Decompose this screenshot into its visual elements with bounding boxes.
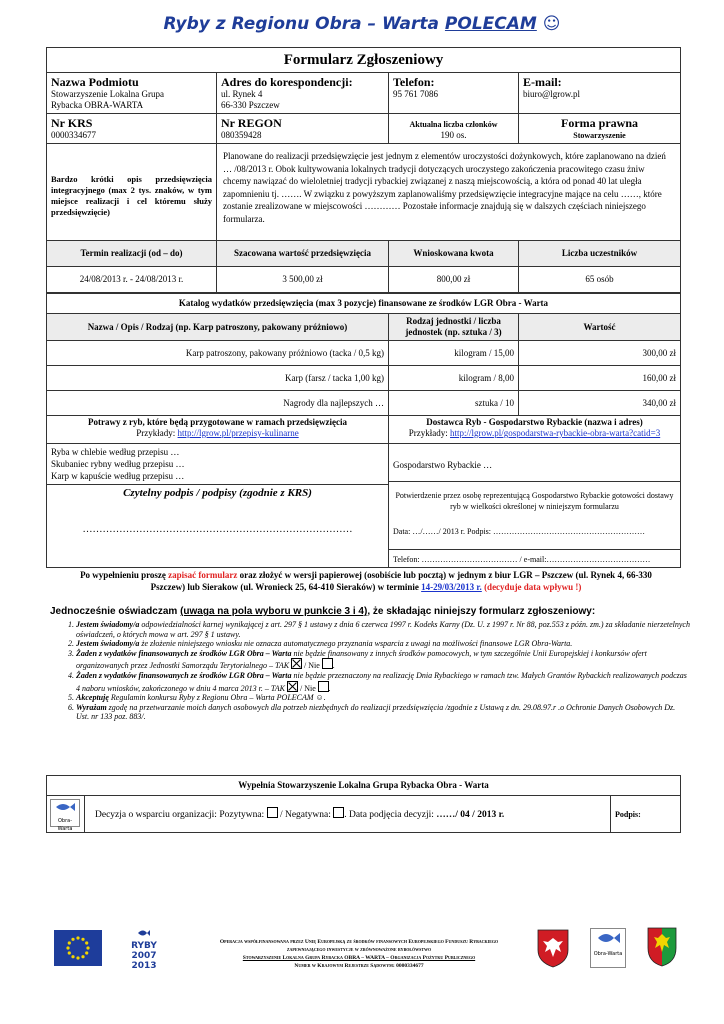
supplier-name[interactable]: Gospodarstwo Rybackie … (393, 460, 493, 470)
supplier-date-signature[interactable]: Data: …/……/ 2013 r. Podpis: ………………………………………………… (393, 527, 645, 536)
expense-name[interactable]: Nagrody dla najlepszych … (47, 391, 389, 416)
decision-date[interactable]: ……/ 04 / 2013 r. (436, 810, 505, 820)
coat-of-arms-wielkopolska (536, 928, 570, 968)
summary-header: Termin realizacji (od – do) (47, 241, 217, 267)
fish-icon (54, 800, 76, 814)
expense-unit[interactable]: sztuka / 10 (389, 391, 519, 416)
dishes-supplier-table (46, 415, 681, 568)
form-heading: Formularz Zgłoszeniowy (47, 48, 681, 73)
signature-line[interactable]: ……………………………………………………………………… (82, 524, 353, 535)
supplier-contact[interactable]: Telefon: ……………………………… / e-mail:………………………………… (389, 549, 680, 567)
catalog-col-name: Nazwa / Opis / Rodzaj (np. Karp patroszony, pakowany próżniowo) (47, 314, 389, 341)
phone-cell: Telefon: 95 761 7086 (389, 73, 519, 114)
shield-icon (646, 926, 678, 968)
eu-stars-icon (54, 930, 102, 966)
list-item[interactable]: Skubaniec rybny według przepisu … (51, 459, 185, 469)
legal-form-cell: Forma prawna Stowarzyszenie (519, 114, 681, 144)
expense-unit[interactable]: kilogram / 8,00 (389, 366, 519, 391)
description-label: Bardzo krótki opis przedsięwzięcia integracyjnego (max 2 tys. znaków, w tym miejsce realizacji i cel któremu służy przedsięwzięcie) (47, 144, 217, 248)
declaration-list (50, 620, 690, 722)
summary-header: Szacowana wartość przedsięwzięcia (217, 241, 389, 267)
save-form-hint: zapisać formularz (168, 570, 238, 580)
list-item[interactable]: Karp w kapuście według przepisu … (51, 471, 185, 481)
yes-checkbox-checked[interactable] (287, 681, 298, 692)
catalog-col-value: Wartość (519, 314, 681, 341)
summary-header: Wnioskowana kwota (389, 241, 519, 267)
catalog-table (46, 293, 681, 416)
no-checkbox[interactable] (322, 658, 333, 669)
entity-cell: Nazwa Podmiotu Stowarzyszenie Lokalna Grupa Rybacka OBRA-WARTA (47, 73, 217, 114)
table-row (47, 391, 681, 416)
no-checkbox[interactable] (318, 681, 329, 692)
list-item: 2. Jestem świadomy/a że złożenie niniejszego wniosku nie oznacza automatycznego przyznania wsparcia z uwagi na możliwości finansowe LGR Obra-Warta. (76, 639, 690, 649)
dishes-header: Potrawy z ryb, które będą przygotowane w ramach przedsięwzięcia Przykłady: http://lgrow.pl/przepisy-kulinarne (47, 416, 389, 444)
members-cell: Aktualna liczba członków 190 os. (389, 114, 519, 144)
expense-unit[interactable]: kilogram / 15,00 (389, 341, 519, 366)
lgr-obra-warta-logo: Obra-Warta (590, 928, 626, 968)
fish-farms-link[interactable]: http://lgrow.pl/gospodarstwa-rybackie-obra-warta?catid=3 (450, 428, 661, 438)
expense-value[interactable]: 340,00 zł (519, 391, 681, 416)
summary-header: Liczba uczestników (519, 241, 681, 267)
list-item: 4. Żaden z wydatków finansowanych ze środków LGR Obra – Warta nie będzie przeznaczony na realizację Dnia Rybackiego w ramach tzw. Małych Grantów Rybackich realizowanych podczas 4 naboru wniosków, zakończonego w dniu 4 marca 2013 r. – TAK / Nie . (76, 671, 690, 693)
estimated-value[interactable]: 3 500,00 zł (217, 267, 389, 293)
office-use-title: Wypełnia Stowarzyszenie Lokalna Grupa Rybacka Obra - Warta (47, 776, 681, 796)
signature-field[interactable]: Podpis: (611, 796, 681, 833)
eu-flag-logo (54, 930, 102, 966)
application-form-table (46, 47, 681, 248)
submission-instructions: Po wypełnieniu proszę zapisać formularz oraz złożyć w wersji papierowej (osobiście lub pocztą) w jednym z biur LGR – Pszczew (ul. Rynek 4, 66-330 Pszczew) lub Sierakow (ul. Wronieck 25, 64-410 Sieraków) w terminie 14-29/03/2013 r. (decyduje data wpływu !) (80, 570, 652, 592)
signature-label: Czytelny podpis / podpisy (zgodnie z KRS) (47, 484, 388, 502)
yes-checkbox-checked[interactable] (291, 658, 302, 669)
list-item: 3. Żaden z wydatków finansowanych ze środków LGR Obra – Warta nie będzie finansowany z innych środków pomocowych, w tym szczególnie Unii Europejskiej i konkursów ofert organizowanych przez Jednostki Samorządu Terytorialnego – TAK / Nie . (76, 649, 690, 671)
list-item: 5. Akceptuję Regulamin konkursu Ryby z Regionu Obra – Warta POLECAM ☺. (76, 693, 690, 703)
positive-checkbox[interactable] (267, 807, 278, 818)
list-item: 6. Wyrażam zgodę na przetwarzanie moich danych osobowych dla potrzeb niezbędnych do realizacji przedsięwzięcia /zgodnie z Ustawą z dn. 29.08.97.r .o Ochronie Danych Osobowych Dz. Ust. nr 133 poz. 883/. (76, 703, 690, 722)
ryby-2007-2013-logo: RYBY 2007 2013 (122, 928, 166, 968)
address-cell: Adres do korespondencji: ul. Rynek 4 66-330 Pszczew (217, 73, 389, 114)
email-cell: E-mail: biuro@lgrow.pl (519, 73, 681, 114)
fish-icon (595, 929, 621, 947)
table-row (47, 366, 681, 391)
negative-checkbox[interactable] (333, 807, 344, 818)
recipes-link[interactable]: http://lgrow.pl/przepisy-kulinarne (177, 428, 299, 438)
footer-text: Operacja współfinansowana przez Unię Europejską ze środków finansowych Europejskiego Funduszu Rybackiego zapewniającego inwestycje w zrównoważone rybołówstwo Stowarzyszenie Lokalna Grupa Rybacka OBRA – WARTA – Organizacja Pożytku Publicznego Numer w Krajowym Rejestrze Sądowym: 0000334677 (219, 939, 499, 969)
supplier-cell (389, 444, 681, 568)
summary-table (46, 240, 681, 293)
eagle-shield-icon (536, 928, 570, 968)
regon-cell: Nr REGON 080359428 (217, 114, 389, 144)
document-title: Ryby z Regionu Obra – Warta POLECAM ☺ (163, 14, 561, 34)
expense-value[interactable]: 160,00 zł (519, 366, 681, 391)
coat-of-arms-lubuskie (646, 926, 678, 968)
table-row (47, 341, 681, 366)
fish-icon (137, 928, 151, 938)
description-text[interactable]: Planowane do realizacji przedsięwzięcie jest jednym z elementów uroczystości dożynkowych, które zaplanowano na dzień … /08/2013 r. Obok kultywowania lokalnych tradycji dotyczących uroczystego zakończenia pracowitego czasu żniw chcemy nawiązać do wieloletniej tradycji rybackiej związanej z naszą miejscowością, a która od ponad 40 lat uległa zapomnieniu tj. ……. W związku z powyższym zaplanowaliśmy przedsięwzięcie integracyjne mające na celu ……, które zostanie zrealizowane w miejscowości ………… Pozostałe informacje znajdują się w dalszych częściach niniejszego formularza. (217, 144, 681, 248)
deadline: 14-29/03/2013 r. (421, 582, 482, 592)
dishes-cell (47, 444, 389, 568)
requested-amount[interactable]: 800,00 zł (389, 267, 519, 293)
lgr-logo: Obra-Warta (50, 799, 80, 827)
lgr-logo-cell (47, 796, 85, 833)
participants-count[interactable]: 65 osób (519, 267, 681, 293)
expense-name[interactable]: Karp (farsz / tacka 1,00 kg) (47, 366, 389, 391)
krs-cell: Nr KRS 0000334677 (47, 114, 217, 144)
expense-name[interactable]: Karp patroszony, pakowany próżniowo (tacka / 0,5 kg) (47, 341, 389, 366)
list-item[interactable]: Ryba w chlebie według przepisu … (51, 447, 180, 457)
decision-cell: Decyzja o wsparciu organizacji: Pozytywna: / Negatywna: . Data podjęcia decyzji: ……/ 04 / 2013 r. (85, 796, 611, 833)
catalog-col-unit: Rodzaj jednostki / liczba jednostek (np. sztuka / 3) (389, 314, 519, 341)
list-item: 1. Jestem świadomy/a odpowiedzialności karnej wynikającej z art. 297 § 1 ustawy z dnia 6 czerwca 1997 r. Kodeks Karny (Dz. U. z 1997 r. Nr 88, poz.553 z późn. zm.) za składanie nierzetelnych oświadczeń, o których mowa w art. 297 § 1 ustawy. (76, 620, 690, 639)
expense-value[interactable]: 300,00 zł (519, 341, 681, 366)
catalog-title: Katalog wydatków przedsięwzięcia (max 3 pozycje) finansowane ze środków LGR Obra - Warta (47, 294, 681, 314)
office-use-table (46, 775, 681, 833)
declaration-heading: Jednocześnie oświadczam (uwaga na pola wyboru w punkcie 3 i 4), że składając niniejszy formularz zgłoszeniowy: (50, 606, 596, 617)
date-range-value[interactable]: 24/08/2013 r. - 24/08/2013 r. (47, 267, 217, 293)
supplier-confirmation: Potwierdzenie przez osobę reprezentującą Gospodarstwo Rybackie gotowości dostawy ryb w wielkości określonej w niniejszym formularzu (389, 481, 680, 520)
supplier-header: Dostawca Ryb - Gospodarstwo Rybackie (nazwa i adres) Przykłady: http://lgrow.pl/gospodarstwa-rybackie-obra-warta?catid=3 (389, 416, 681, 444)
